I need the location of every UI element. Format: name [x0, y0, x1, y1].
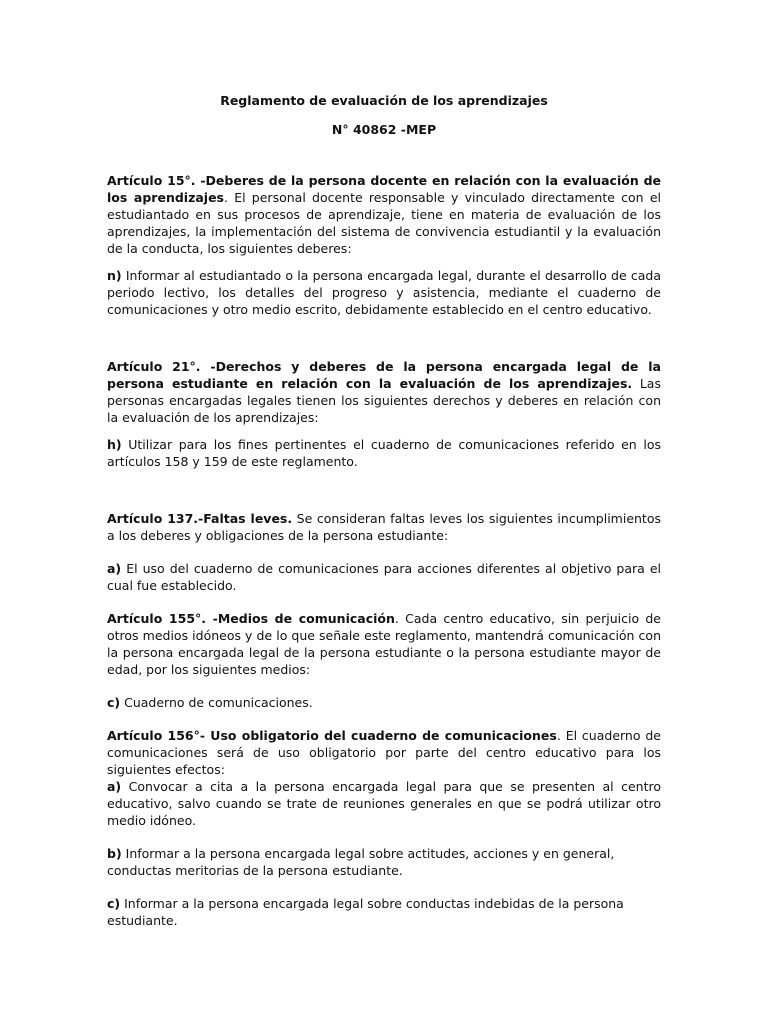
- document-title: Reglamento de evaluación de los aprendizajes: [220, 93, 548, 108]
- article-137-item-a: [107, 560, 661, 594]
- article-156-item-c: [107, 895, 661, 929]
- item-text: Informar a la persona encargada legal sobre conductas indebidas de la persona estudiante.: [107, 896, 624, 928]
- article-156-body: . El cuaderno de comunicaciones será de uso obligatorio por parte del centro educativo para los siguientes efectos:: [107, 728, 661, 777]
- article-156: [107, 727, 661, 778]
- document-page: [107, 90, 661, 929]
- item-text: Informar a la persona encargada legal sobre actitudes, acciones y en general, conductas meritorias de la persona estudiante.: [107, 846, 615, 878]
- article-156-item-b: [107, 845, 661, 879]
- article-15-body: . El personal docente responsable y vinculado directamente con el estudiantado en sus procesos de aprendizaje, tiene en materia de evaluación de los aprendizajes, la implementación del sistema de convivencia estudiantil y la evaluación de la conducta, los siguientes deberes:: [107, 190, 662, 256]
- item-label: a): [107, 779, 122, 794]
- item-text: El uso del cuaderno de comunicaciones para acciones diferentes al objetivo para el cual fue establecido.: [107, 561, 661, 593]
- article-137-heading: Artículo 137.-Faltas leves.: [107, 511, 293, 526]
- article-21-heading: Artículo 21°. -Derechos y deberes de la persona encargada legal de la persona estudiante en relación con la evaluación de los aprendizajes.: [107, 359, 661, 391]
- article-15: [107, 172, 661, 257]
- item-label: h): [107, 437, 122, 452]
- article-156-item-a: [107, 778, 661, 829]
- article-21-body: Las personas encargadas legales tienen los siguientes derechos y deberes en relación con la evaluación de los aprendizajes:: [107, 376, 661, 425]
- article-21: [107, 358, 661, 426]
- article-15-item-n: [107, 267, 661, 318]
- item-text: Convocar a cita a la persona encargada legal para que se presenten al centro educativo, salvo cuando se trate de reuniones generales en que se podrá utilizar otro medio idóneo.: [107, 779, 661, 828]
- article-137: [107, 510, 661, 544]
- item-label: a): [107, 561, 122, 576]
- item-text: Cuaderno de comunicaciones.: [120, 695, 313, 710]
- item-label: c): [107, 896, 121, 911]
- article-15-heading: Artículo 15°. -Deberes de la persona docente en relación con la evaluación de los aprendizajes: [107, 173, 661, 205]
- article-137-body: Se consideran faltas leves los siguientes incumplimientos a los deberes y obligaciones de la persona estudiante:: [107, 511, 661, 543]
- article-155-body: . Cada centro educativo, sin perjuicio de otros medios idóneos y de lo que señale este reglamento, mantendrá comunicación con la persona encargada legal de la persona estudiante o la persona estudiante mayor de edad, por los siguientes medios:: [107, 611, 661, 677]
- item-label: b): [107, 846, 122, 861]
- item-text: Utilizar para los fines pertinentes el cuaderno de comunicaciones referido en los artículos 158 y 159 de este reglamento.: [107, 437, 661, 469]
- article-156-heading: Artículo 156°- Uso obligatorio del cuaderno de comunicaciones: [107, 728, 557, 743]
- item-label: c): [107, 695, 121, 710]
- article-21-item-h: [107, 436, 661, 470]
- article-155-item-c: [107, 694, 661, 711]
- article-155-heading: Artículo 155°. -Medios de comunicación: [107, 611, 395, 626]
- article-155: [107, 610, 661, 678]
- item-label: n): [107, 268, 122, 283]
- document-number: N° 40862 -MEP: [331, 122, 437, 137]
- item-text: Informar al estudiantado o la persona encargada legal, durante el desarrollo de cada periodo lectivo, los detalles del progreso y asistencia, mediante el cuaderno de comunicaciones y otro medio escrito, debidamente establecido en el centro educativo.: [107, 268, 661, 317]
